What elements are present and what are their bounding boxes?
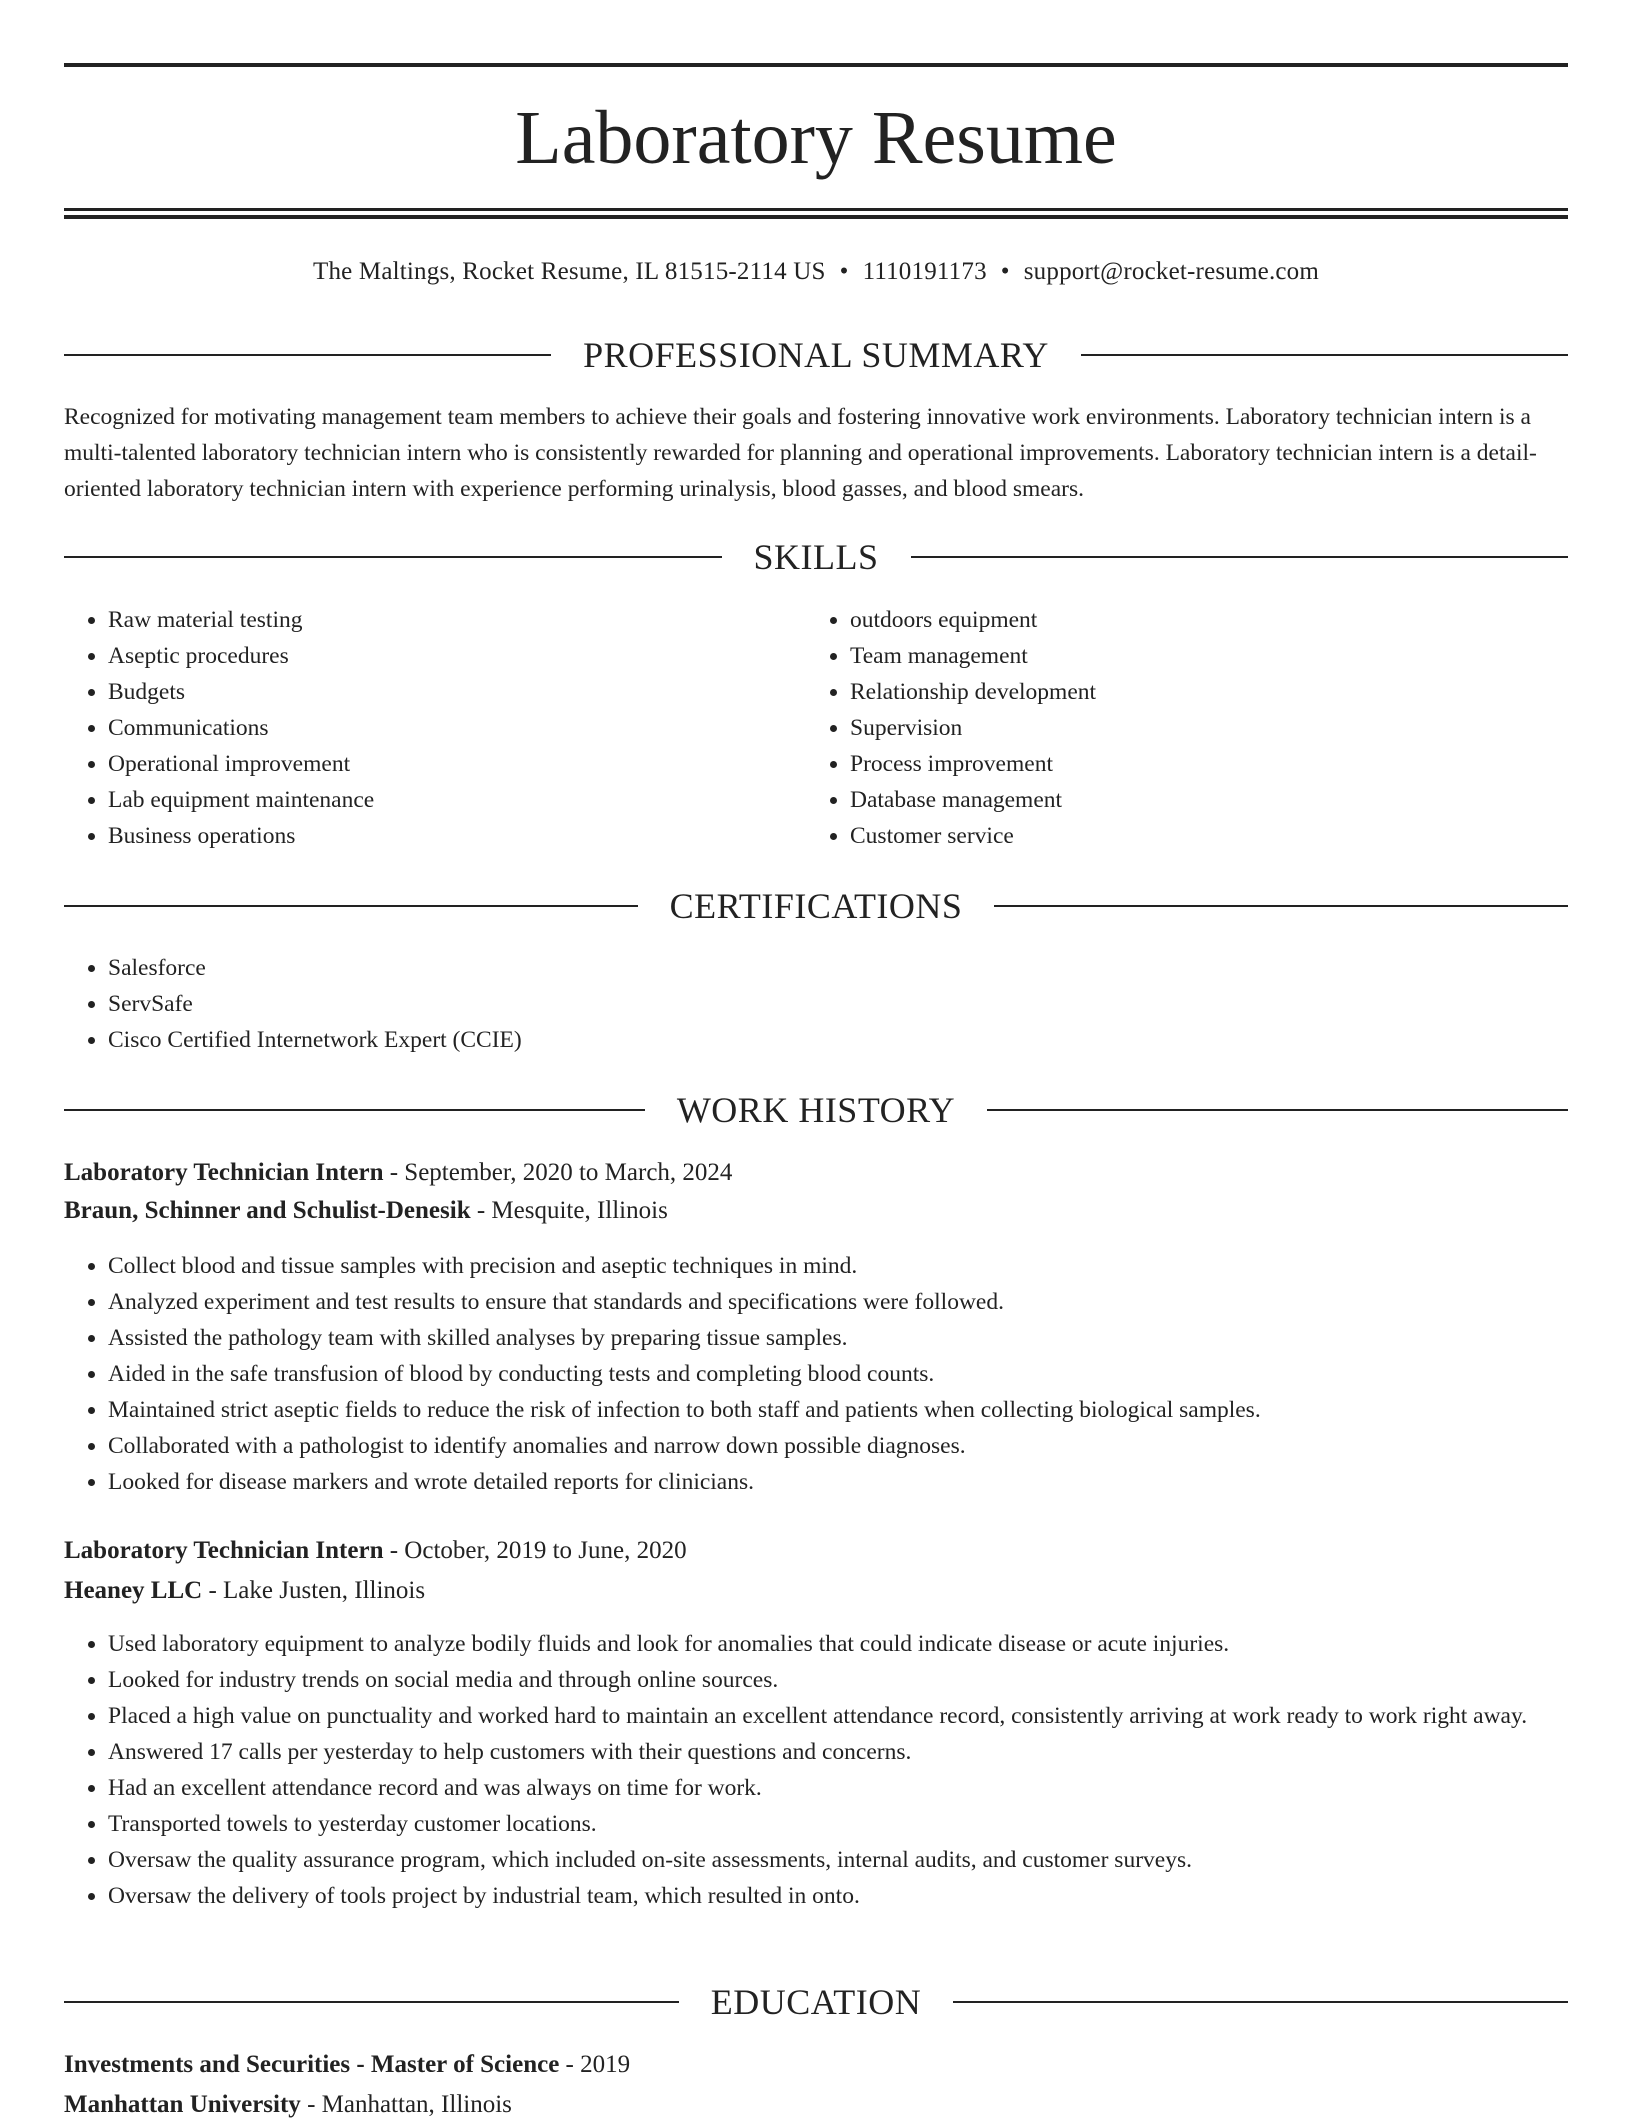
contact-address: The Maltings, Rocket Resume, IL 81515-2114 US bbox=[312, 258, 826, 285]
section-title: CERTIFICATIONS bbox=[669, 886, 963, 926]
job-dates: - September, 2020 to March, 2024 bbox=[383, 1159, 733, 1186]
skill-item: • Supervision bbox=[850, 710, 1550, 746]
skill-item: • outdoors equipment bbox=[850, 602, 1550, 638]
title-rule-upper bbox=[64, 208, 1568, 211]
page-title: Laboratory Resume bbox=[515, 96, 1117, 180]
skill-item: • Customer service bbox=[850, 818, 1550, 854]
job-bullet: • Answered 17 calls per yesterday to help customers with their questions and concerns. bbox=[108, 1734, 1612, 1770]
job-bullet: • Maintained strict aseptic fields to reduce the risk of infection to both staff and patients when collecting biological samples. bbox=[108, 1392, 1612, 1428]
section-heading-certifications bbox=[64, 882, 1568, 930]
skill-item: • Budgets bbox=[108, 674, 788, 710]
job-bullet: • Placed a high value on punctuality and worked hard to maintain an excellent attendance record, consistently arriving at work ready to work right away. bbox=[108, 1698, 1612, 1734]
divider bbox=[64, 2001, 679, 2003]
job-bullet: • Used laboratory equipment to analyze bodily fluids and look for anomalies that could indicate disease or acute injuries. bbox=[108, 1626, 1612, 1662]
education-school-line bbox=[64, 2086, 1568, 2124]
job-bullet: • Collect blood and tissue samples with precision and aseptic techniques in mind. bbox=[108, 1248, 1612, 1284]
certification-item: • Salesforce bbox=[108, 950, 1548, 986]
job-company: Heaney LLC bbox=[64, 1577, 203, 1604]
contact-phone: 1110191173 bbox=[862, 258, 987, 285]
title-rule-lower bbox=[64, 215, 1568, 219]
divider bbox=[911, 556, 1569, 558]
job-company-line bbox=[64, 1192, 1568, 1230]
job-bullets bbox=[64, 1626, 1612, 1914]
education-school: Manhattan University bbox=[64, 2091, 301, 2118]
education-location: - Manhattan, Illinois bbox=[300, 2091, 512, 2118]
divider bbox=[64, 354, 551, 356]
skill-item: • Lab equipment maintenance bbox=[108, 782, 788, 818]
section-heading-summary bbox=[64, 331, 1568, 379]
job-title-line bbox=[64, 1532, 1568, 1570]
job-bullet: • Analyzed experiment and test results to ensure that standards and specifications were followed. bbox=[108, 1284, 1612, 1320]
job-bullet: • Oversaw the delivery of tools project by industrial team, which resulted in onto. bbox=[108, 1878, 1612, 1914]
contact-line bbox=[64, 252, 1568, 292]
job-bullets bbox=[64, 1248, 1612, 1500]
contact-separator: • bbox=[839, 258, 849, 285]
divider bbox=[987, 1109, 1568, 1111]
education-degree: Investments and Securities - Master of Science bbox=[64, 2051, 560, 2078]
job-bullet: • Looked for disease markers and wrote detailed reports for clinicians. bbox=[108, 1464, 1612, 1500]
contact-email: support@rocket-resume.com bbox=[1023, 258, 1320, 285]
education-degree-line bbox=[64, 2046, 1568, 2084]
divider bbox=[953, 2001, 1568, 2003]
summary-text: Recognized for motivating management team members to achieve their goals and fostering innovative work environments. Laboratory technician intern is a multi-talented laboratory technician intern who is consistently rewarded for planning and operational improvements. Laboratory technician intern is a detail-oriented laboratory technician intern with experience performing urinalysis, blood gasses, and blood smears. bbox=[64, 404, 1537, 502]
section-heading-skills bbox=[64, 533, 1568, 581]
divider bbox=[1081, 354, 1568, 356]
certifications-list bbox=[64, 950, 1548, 1058]
skill-item: • Database management bbox=[850, 782, 1550, 818]
job-bullet: • Aided in the safe transfusion of blood by conducting tests and completing blood counts. bbox=[108, 1356, 1612, 1392]
certification-item: • ServSafe bbox=[108, 986, 1548, 1022]
job-bullet: • Looked for industry trends on social media and through online sources. bbox=[108, 1662, 1612, 1698]
job-bullet: • Had an excellent attendance record and was always on time for work. bbox=[108, 1770, 1612, 1806]
job-title: Laboratory Technician Intern bbox=[64, 1159, 384, 1186]
skill-item: • Process improvement bbox=[850, 746, 1550, 782]
divider bbox=[64, 556, 722, 558]
section-heading-education bbox=[64, 1978, 1568, 2026]
divider bbox=[994, 905, 1568, 907]
section-title: EDUCATION bbox=[710, 1982, 922, 2022]
divider bbox=[64, 905, 638, 907]
skill-item: • Team management bbox=[850, 638, 1550, 674]
job-location: - Mesquite, Illinois bbox=[470, 1197, 668, 1224]
job-title: Laboratory Technician Intern bbox=[64, 1537, 384, 1564]
divider bbox=[64, 1109, 645, 1111]
job-bullet: • Assisted the pathology team with skilled analyses by preparing tissue samples. bbox=[108, 1320, 1612, 1356]
section-title: WORK HISTORY bbox=[676, 1090, 956, 1130]
job-location: - Lake Justen, Illinois bbox=[202, 1577, 426, 1604]
job-title-line bbox=[64, 1154, 1568, 1192]
skill-item: • Operational improvement bbox=[108, 746, 788, 782]
job-bullet: • Oversaw the quality assurance program, which included on-site assessments, internal audits, and customer surveys. bbox=[108, 1842, 1612, 1878]
skill-item: • Aseptic procedures bbox=[108, 638, 788, 674]
certification-item: • Cisco Certified Internetwork Expert (CCIE) bbox=[108, 1022, 1548, 1058]
job-dates: - October, 2019 to June, 2020 bbox=[383, 1537, 687, 1564]
job-bullet: • Collaborated with a pathologist to identify anomalies and narrow down possible diagnoses. bbox=[108, 1428, 1612, 1464]
top-rule bbox=[64, 63, 1568, 67]
skill-item: • Raw material testing bbox=[108, 602, 788, 638]
section-title: SKILLS bbox=[753, 537, 879, 577]
skills-list-right bbox=[806, 602, 1550, 854]
education-year: - 2019 bbox=[559, 2051, 631, 2078]
contact-separator: • bbox=[1000, 258, 1010, 285]
skill-item: • Relationship development bbox=[850, 674, 1550, 710]
skill-item: • Communications bbox=[108, 710, 788, 746]
skills-list-left bbox=[64, 602, 788, 854]
section-title: PROFESSIONAL SUMMARY bbox=[583, 335, 1049, 375]
skill-item: • Business operations bbox=[108, 818, 788, 854]
section-heading-work-history bbox=[64, 1086, 1568, 1134]
job-company: Braun, Schinner and Schulist-Denesik bbox=[64, 1197, 471, 1224]
job-bullet: • Transported towels to yesterday customer locations. bbox=[108, 1806, 1612, 1842]
job-company-line bbox=[64, 1572, 1568, 1610]
